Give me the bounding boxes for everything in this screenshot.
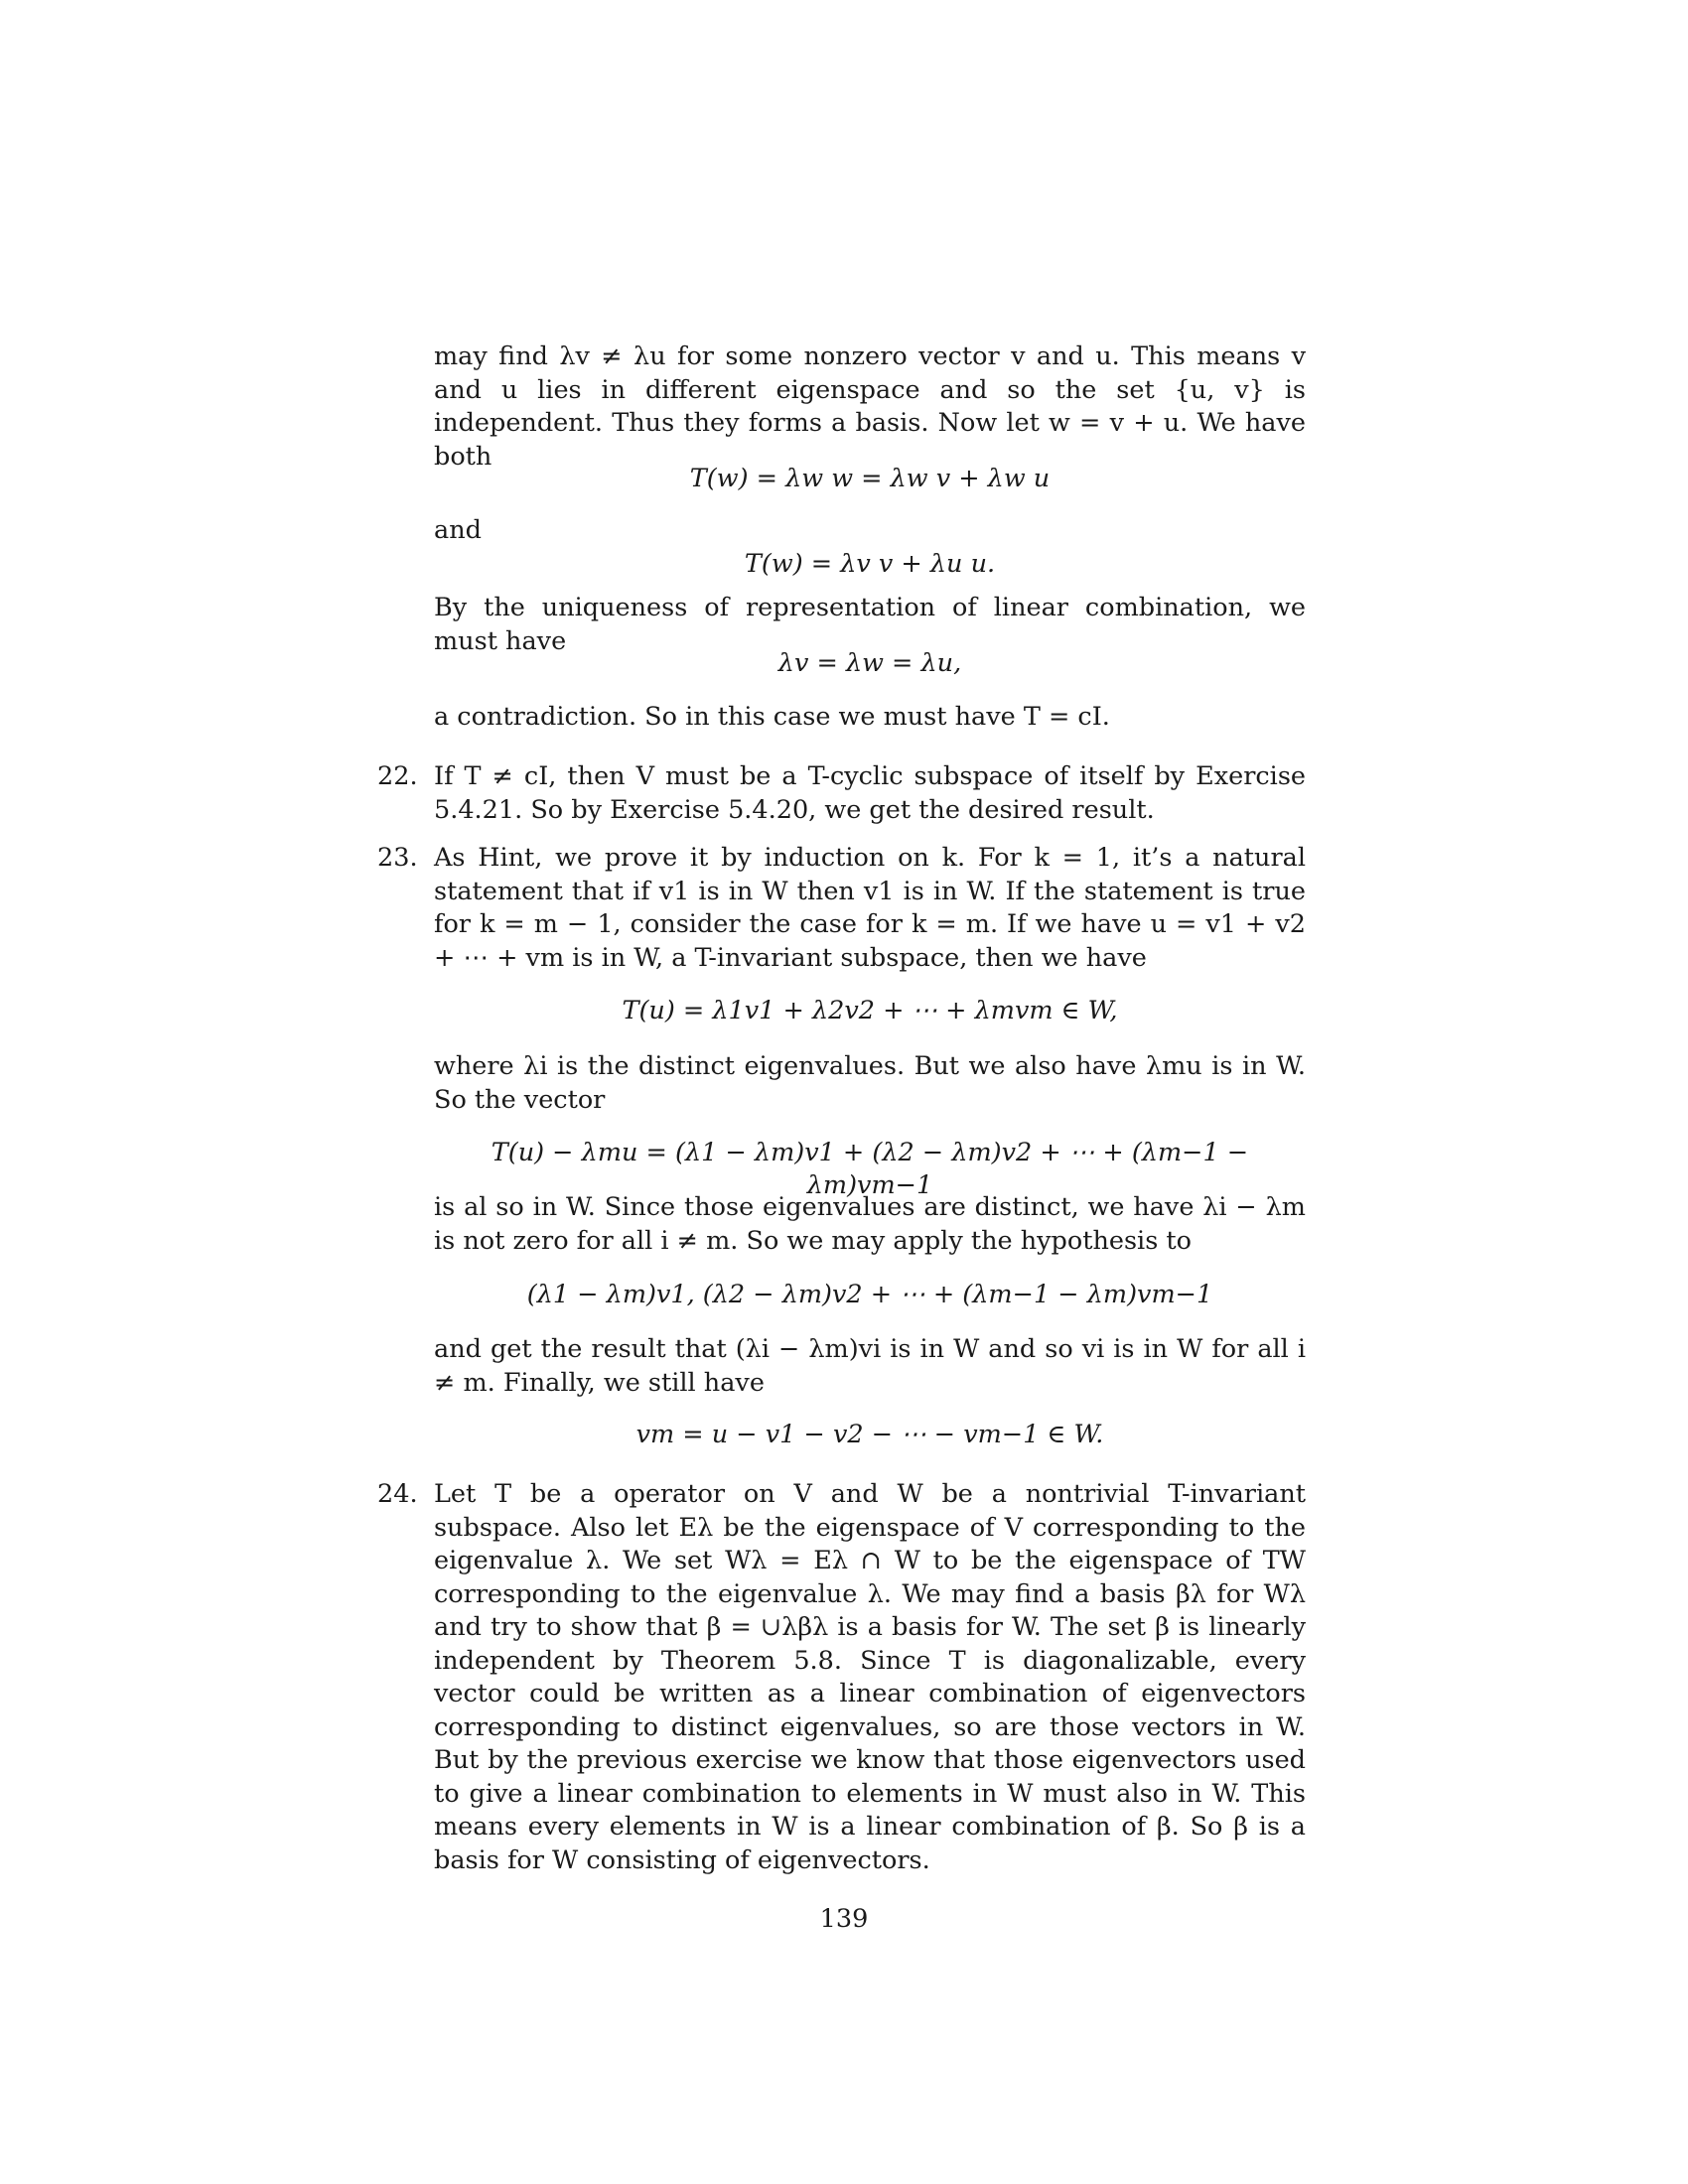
exercise-23-text-3: is al so in W. Since those eigenvalues are distinct, we have λi − λm is not zero for all i ≠ m. So we may apply the hypothesis to <box>434 1192 1306 1256</box>
exercise-22-text: If T ≠ cI, then V must be a T-cyclic subspace of itself by Exercise 5.4.21. So by Exercise 5.4.20, we get the desired result. <box>434 761 1306 825</box>
intro-equation-2: T(w) = λv v + λu u. <box>744 549 996 579</box>
exercise-23-equation-3: (λ1 − λm)v1, (λ2 − λm)v2 + ⋯ + (λm−1 − λm)vm−1 <box>526 1280 1213 1309</box>
intro-equation-3: λv = λw = λu, <box>777 648 962 678</box>
exercise-number: 22. <box>377 761 418 791</box>
exercise-23-equation-4: vm = u − v1 − v2 − ⋯ − vm−1 ∈ W. <box>635 1420 1104 1449</box>
page-number: 139 <box>819 1904 869 1934</box>
intro-paragraph-2: By the uniqueness of representation of linear combination, we must have <box>434 593 1306 656</box>
intro-paragraph-3: a contradiction. So in this case we must have T = cI. <box>434 702 1110 732</box>
exercise-23 <box>377 842 1306 975</box>
exercise-23-text-1: As Hint, we prove it by induction on k. For k = 1, it’s a natural statement that if v1 is in W then v1 is in W. If the statement is true for k = m − 1, consider the case for k = m. If we have u = v1 + v2 + ⋯ + vm is in W, a T-invariant subspace, then we have <box>434 843 1306 973</box>
exercise-number: 24. <box>377 1479 418 1509</box>
exercise-24-text: Let T be a operator on V and W be a nontrivial T-invariant subspace. Also let Eλ be the eigenspace of V corresponding to the eigenvalue λ. We set Wλ = Eλ ∩ W to be the eigenspace of TW corresponding to the eigenvalue λ. We may find a basis βλ for Wλ and try to show that β = ∪λβλ is a basis for W. The set β is linearly independent by Theorem 5.8. Since T is diagonalizable, every vector could be written as a linear combination of eigenvectors corresponding to distinct eigenvalues, so are those vectors in W. But by the previous exercise we know that those eigenvectors used to give a linear combination to elements in W must also in W. This means every elements in W is a linear combination of β. So β is a basis for W consisting of eigenvectors. <box>434 1479 1306 1875</box>
exercise-number: 23. <box>377 843 418 873</box>
intro-equation-1: T(w) = λw w = λw v + λw u <box>689 464 1051 493</box>
exercise-24 <box>377 1478 1306 1877</box>
exercise-23-equation-1: T(u) = λ1v1 + λ2v2 + ⋯ + λmvm ∈ W, <box>622 996 1118 1025</box>
intro-and: and <box>434 515 482 545</box>
exercise-23-text-4: and get the result that (λi − λm)vi is in W and so vi is in W for all i ≠ m. Finally, we still have <box>434 1334 1306 1398</box>
exercise-23-text-2: where λi is the distinct eigenvalues. But we also have λmu is in W. So the vector <box>434 1051 1306 1115</box>
exercise-23-equation-2: T(u) − λmu = (λ1 − λm)v1 + (λ2 − λm)v2 + ⋯ + (λm−1 − λm)vm−1 <box>491 1138 1249 1200</box>
intro-paragraph-1: may find λv ≠ λu for some nonzero vector v and u. This means v and u lies in different eigenspace and so the set {u, v} is independent. Thus they forms a basis. Now let w = v + u. We have both <box>434 341 1306 472</box>
exercise-22 <box>377 760 1306 827</box>
